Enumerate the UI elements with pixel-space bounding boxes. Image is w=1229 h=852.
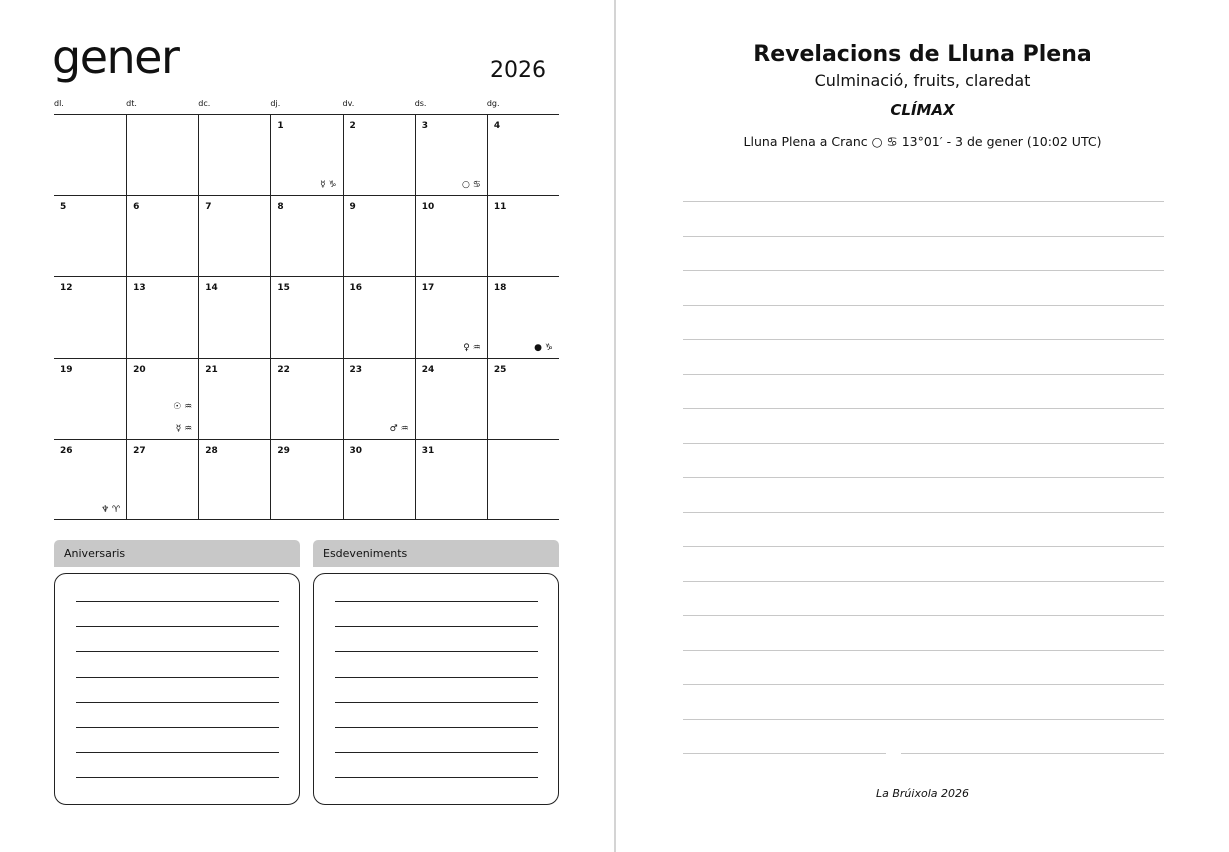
weekday-label: dg. bbox=[486, 99, 500, 108]
note-line bbox=[335, 677, 538, 678]
day-cell bbox=[343, 358, 415, 439]
day-cell bbox=[270, 358, 342, 439]
day-cell bbox=[487, 439, 559, 520]
astro-transit-icon: ♂ ♒ bbox=[389, 423, 409, 434]
note-line bbox=[683, 615, 1164, 616]
anniversaries-header: Aniversaris bbox=[54, 540, 300, 567]
day-cell bbox=[415, 439, 487, 520]
month-calendar-grid bbox=[54, 114, 559, 520]
note-line bbox=[683, 753, 886, 754]
day-number: 9 bbox=[349, 202, 356, 213]
day-cell bbox=[343, 195, 415, 276]
day-cell bbox=[198, 195, 270, 276]
day-number: 11 bbox=[493, 202, 507, 213]
day-number: 20 bbox=[133, 364, 146, 375]
note-line bbox=[683, 201, 1164, 202]
day-cell bbox=[54, 439, 126, 520]
month-title: gener bbox=[52, 30, 179, 84]
day-cell bbox=[415, 276, 487, 357]
day-number: 6 bbox=[133, 202, 140, 213]
note-line bbox=[683, 408, 1164, 409]
day-cell bbox=[270, 276, 342, 357]
astro-transit-icon: ● ♑ bbox=[534, 342, 553, 353]
astro-transit-icon: ○ ♋ bbox=[462, 180, 481, 191]
note-line bbox=[335, 752, 538, 753]
day-cell bbox=[54, 195, 126, 276]
day-cell bbox=[198, 358, 270, 439]
day-number: 17 bbox=[421, 283, 435, 294]
day-cell bbox=[343, 276, 415, 357]
note-line bbox=[683, 581, 1164, 582]
note-line bbox=[683, 374, 1164, 375]
note-line bbox=[76, 752, 279, 753]
day-cell bbox=[198, 114, 270, 195]
note-line bbox=[76, 702, 279, 703]
day-number: 21 bbox=[205, 364, 218, 375]
day-number: 12 bbox=[60, 283, 73, 294]
note-line bbox=[335, 702, 538, 703]
note-line bbox=[901, 753, 1164, 754]
weekday-header-row bbox=[54, 99, 559, 113]
note-line bbox=[683, 305, 1164, 306]
weekday-label: dt. bbox=[126, 99, 137, 108]
day-number: 7 bbox=[205, 202, 212, 213]
day-cell bbox=[198, 439, 270, 520]
day-number: 10 bbox=[421, 202, 435, 213]
day-cell bbox=[343, 114, 415, 195]
day-number: 18 bbox=[493, 283, 507, 294]
note-line bbox=[683, 719, 1164, 720]
weekday-label: dl. bbox=[54, 99, 64, 108]
notes-page bbox=[616, 0, 1229, 852]
note-line bbox=[76, 651, 279, 652]
day-cell bbox=[54, 358, 126, 439]
day-cell bbox=[126, 358, 198, 439]
note-line bbox=[76, 601, 279, 602]
day-number: 25 bbox=[493, 364, 507, 375]
day-cell bbox=[54, 276, 126, 357]
page-footer: La Brúixola 2026 bbox=[876, 787, 969, 800]
day-number: 15 bbox=[277, 283, 290, 294]
day-cell bbox=[415, 114, 487, 195]
events-header: Esdeveniments bbox=[313, 540, 559, 567]
note-line bbox=[683, 270, 1164, 271]
day-cell bbox=[126, 114, 198, 195]
day-number: 27 bbox=[133, 445, 146, 456]
day-cell bbox=[126, 276, 198, 357]
day-cell bbox=[270, 439, 342, 520]
note-line bbox=[76, 727, 279, 728]
day-number: 26 bbox=[60, 445, 73, 456]
weekday-label: ds. bbox=[414, 99, 427, 108]
astro-transit-icon: ♀ ♒ bbox=[463, 342, 481, 353]
day-cell bbox=[487, 358, 559, 439]
astro-transit-icon: ♆ ♈ bbox=[101, 504, 121, 515]
day-cell bbox=[270, 114, 342, 195]
day-cell bbox=[343, 439, 415, 520]
page-subtitle: Culminació, fruits, claredat bbox=[814, 71, 1031, 90]
day-cell bbox=[415, 195, 487, 276]
note-line bbox=[335, 601, 538, 602]
events-box bbox=[313, 573, 559, 805]
day-number: 19 bbox=[60, 364, 73, 375]
note-line bbox=[76, 677, 279, 678]
weekday-label: dv. bbox=[342, 99, 355, 108]
page-title: Revelacions de Lluna Plena bbox=[753, 42, 1092, 67]
note-line bbox=[683, 546, 1164, 547]
day-number: 16 bbox=[349, 283, 363, 294]
note-line bbox=[683, 443, 1164, 444]
day-number: 31 bbox=[421, 445, 435, 456]
day-cell bbox=[270, 195, 342, 276]
astro-transit-icon: ☿ ♒ bbox=[175, 423, 193, 434]
note-line bbox=[683, 339, 1164, 340]
day-cell bbox=[198, 276, 270, 357]
day-number: 23 bbox=[349, 364, 363, 375]
anniversaries-box bbox=[54, 573, 300, 805]
day-cell bbox=[415, 358, 487, 439]
note-line bbox=[335, 727, 538, 728]
note-line bbox=[335, 651, 538, 652]
calendar-page bbox=[0, 0, 614, 852]
day-cell bbox=[54, 114, 126, 195]
day-number: 2 bbox=[349, 121, 356, 131]
day-cell bbox=[487, 276, 559, 357]
note-line bbox=[335, 626, 538, 627]
note-line bbox=[76, 777, 279, 778]
day-number: 14 bbox=[205, 283, 218, 294]
day-number: 3 bbox=[421, 121, 428, 131]
day-cell bbox=[487, 195, 559, 276]
day-cell bbox=[126, 439, 198, 520]
note-line bbox=[683, 512, 1164, 513]
day-number: 28 bbox=[205, 445, 218, 456]
note-line bbox=[683, 650, 1164, 651]
weekday-label: dc. bbox=[198, 99, 211, 108]
day-number: 30 bbox=[349, 445, 363, 456]
day-cell bbox=[487, 114, 559, 195]
full-moon-info: Lluna Plena a Cranc ○ ♋ 13°01′ - 3 de gener (10:02 UTC) bbox=[743, 134, 1102, 149]
day-number: 13 bbox=[133, 283, 146, 294]
day-number: 22 bbox=[277, 364, 290, 375]
day-number: 1 bbox=[277, 121, 284, 131]
day-number: 8 bbox=[277, 202, 284, 213]
note-line bbox=[335, 777, 538, 778]
note-line bbox=[683, 684, 1164, 685]
day-number: 5 bbox=[60, 202, 67, 213]
astro-transit-icon: ☿ ♑ bbox=[320, 180, 337, 191]
day-number: 24 bbox=[421, 364, 435, 375]
day-number: 4 bbox=[493, 121, 501, 131]
note-line bbox=[683, 236, 1164, 237]
page-keyword: CLÍMAX bbox=[890, 101, 955, 119]
note-line bbox=[76, 626, 279, 627]
weekday-label: dj. bbox=[270, 99, 281, 108]
astro-transit-icon: ☉ ♒ bbox=[173, 401, 193, 412]
year-label: 2026 bbox=[490, 58, 546, 83]
day-number: 29 bbox=[277, 445, 290, 456]
day-cell bbox=[126, 195, 198, 276]
note-line bbox=[683, 477, 1164, 478]
